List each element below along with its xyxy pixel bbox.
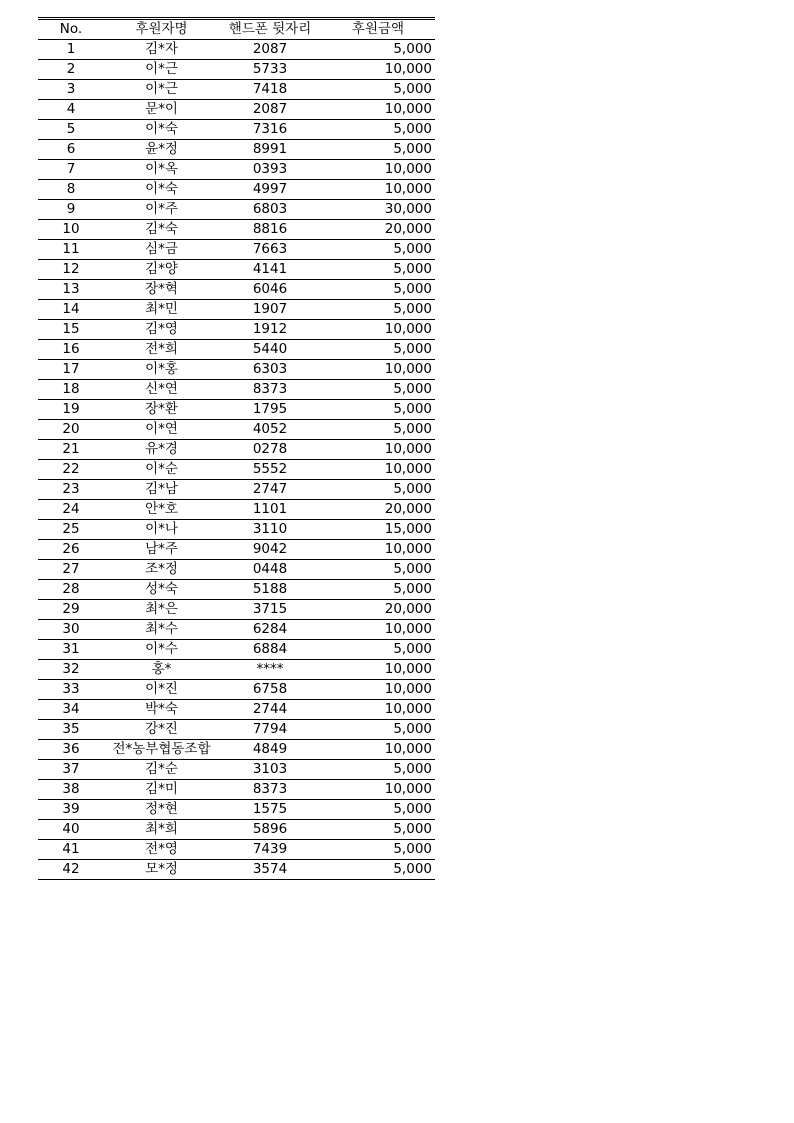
phone-last-digits: 7439	[219, 840, 321, 860]
donor-name: 유*경	[104, 440, 219, 460]
table-row	[38, 140, 435, 160]
row-number: 15	[38, 320, 104, 340]
table-row	[38, 460, 435, 480]
header-no: No.	[38, 19, 104, 40]
phone-last-digits: 1101	[219, 500, 321, 520]
phone-last-digits: 4141	[219, 260, 321, 280]
donation-amount: 10,000	[321, 180, 435, 200]
phone-last-digits: 1575	[219, 800, 321, 820]
row-number: 13	[38, 280, 104, 300]
phone-last-digits: 6284	[219, 620, 321, 640]
phone-last-digits: ****	[219, 660, 321, 680]
table-row	[38, 520, 435, 540]
donation-amount: 5,000	[321, 580, 435, 600]
donor-name: 전*영	[104, 840, 219, 860]
donor-name: 정*현	[104, 800, 219, 820]
donation-amount: 5,000	[321, 120, 435, 140]
table-row	[38, 420, 435, 440]
donor-name: 최*은	[104, 600, 219, 620]
phone-last-digits: 2744	[219, 700, 321, 720]
table-row	[38, 480, 435, 500]
phone-last-digits: 6303	[219, 360, 321, 380]
phone-last-digits: 3103	[219, 760, 321, 780]
row-number: 31	[38, 640, 104, 660]
phone-last-digits: 2087	[219, 100, 321, 120]
donation-amount: 10,000	[321, 360, 435, 380]
donation-amount: 5,000	[321, 300, 435, 320]
donation-amount: 5,000	[321, 860, 435, 880]
donor-name: 모*정	[104, 860, 219, 880]
donation-amount: 5,000	[321, 800, 435, 820]
donor-name: 이*연	[104, 420, 219, 440]
phone-last-digits: 5552	[219, 460, 321, 480]
row-number: 2	[38, 60, 104, 80]
donation-amount: 5,000	[321, 140, 435, 160]
table-row	[38, 440, 435, 460]
row-number: 42	[38, 860, 104, 880]
table-row	[38, 360, 435, 380]
donor-name: 김*숙	[104, 220, 219, 240]
table-row	[38, 60, 435, 80]
donation-amount: 5,000	[321, 820, 435, 840]
phone-last-digits: 3574	[219, 860, 321, 880]
donation-amount: 15,000	[321, 520, 435, 540]
header-phone-last-digits: 핸드폰 뒷자리	[219, 19, 321, 40]
table-row	[38, 80, 435, 100]
table-row	[38, 500, 435, 520]
donation-amount: 5,000	[321, 380, 435, 400]
row-number: 1	[38, 40, 104, 60]
phone-last-digits: 8991	[219, 140, 321, 160]
table-row	[38, 800, 435, 820]
donation-amount: 5,000	[321, 80, 435, 100]
donation-amount: 5,000	[321, 640, 435, 660]
table-row	[38, 180, 435, 200]
phone-last-digits: 6046	[219, 280, 321, 300]
table-row	[38, 240, 435, 260]
donor-name: 강*진	[104, 720, 219, 740]
header-row	[38, 19, 435, 40]
table-row	[38, 160, 435, 180]
donor-name: 전*희	[104, 340, 219, 360]
table-row	[38, 600, 435, 620]
donation-amount: 10,000	[321, 160, 435, 180]
table-row	[38, 260, 435, 280]
phone-last-digits: 0278	[219, 440, 321, 460]
row-number: 35	[38, 720, 104, 740]
donor-name: 장*환	[104, 400, 219, 420]
phone-last-digits: 7316	[219, 120, 321, 140]
phone-last-digits: 3715	[219, 600, 321, 620]
row-number: 30	[38, 620, 104, 640]
donation-amount: 5,000	[321, 400, 435, 420]
row-number: 18	[38, 380, 104, 400]
phone-last-digits: 4849	[219, 740, 321, 760]
row-number: 14	[38, 300, 104, 320]
row-number: 41	[38, 840, 104, 860]
table-row	[38, 660, 435, 680]
row-number: 16	[38, 340, 104, 360]
donation-amount: 20,000	[321, 600, 435, 620]
header-donor-name: 후원자명	[104, 19, 219, 40]
donor-name: 이*주	[104, 200, 219, 220]
donor-name: 이*옥	[104, 160, 219, 180]
phone-last-digits: 7418	[219, 80, 321, 100]
donor-name: 박*숙	[104, 700, 219, 720]
table-row	[38, 280, 435, 300]
table-row	[38, 300, 435, 320]
donor-name: 이*나	[104, 520, 219, 540]
donor-name: 최*민	[104, 300, 219, 320]
donation-amount: 30,000	[321, 200, 435, 220]
table-row	[38, 780, 435, 800]
donor-name: 이*순	[104, 460, 219, 480]
row-number: 27	[38, 560, 104, 580]
table-row	[38, 120, 435, 140]
row-number: 9	[38, 200, 104, 220]
donation-amount: 5,000	[321, 340, 435, 360]
table-row	[38, 540, 435, 560]
row-number: 29	[38, 600, 104, 620]
table-row	[38, 840, 435, 860]
phone-last-digits: 6758	[219, 680, 321, 700]
donor-name: 성*숙	[104, 580, 219, 600]
donor-name: 전*농부협동조합	[104, 740, 219, 760]
donor-name: 이*진	[104, 680, 219, 700]
table-row	[38, 760, 435, 780]
row-number: 22	[38, 460, 104, 480]
table-row	[38, 860, 435, 880]
row-number: 25	[38, 520, 104, 540]
phone-last-digits: 5188	[219, 580, 321, 600]
phone-last-digits: 5733	[219, 60, 321, 80]
table-row	[38, 580, 435, 600]
donation-amount: 5,000	[321, 480, 435, 500]
row-number: 4	[38, 100, 104, 120]
phone-last-digits: 6884	[219, 640, 321, 660]
table-row	[38, 740, 435, 760]
table-row	[38, 820, 435, 840]
row-number: 23	[38, 480, 104, 500]
donor-name: 심*금	[104, 240, 219, 260]
donor-name: 이*홍	[104, 360, 219, 380]
donation-amount: 10,000	[321, 680, 435, 700]
row-number: 24	[38, 500, 104, 520]
donation-amount: 10,000	[321, 700, 435, 720]
table-row	[38, 720, 435, 740]
table-row	[38, 320, 435, 340]
donor-name: 남*주	[104, 540, 219, 560]
table-row	[38, 380, 435, 400]
row-number: 39	[38, 800, 104, 820]
donor-name: 안*호	[104, 500, 219, 520]
donor-name: 이*근	[104, 60, 219, 80]
donation-amount: 10,000	[321, 780, 435, 800]
row-number: 37	[38, 760, 104, 780]
table-row	[38, 620, 435, 640]
donor-name: 문*이	[104, 100, 219, 120]
row-number: 21	[38, 440, 104, 460]
phone-last-digits: 3110	[219, 520, 321, 540]
donor-name: 윤*정	[104, 140, 219, 160]
donor-name: 김*순	[104, 760, 219, 780]
donor-name: 홍*	[104, 660, 219, 680]
donation-amount: 5,000	[321, 240, 435, 260]
donation-amount: 10,000	[321, 460, 435, 480]
donor-name: 신*연	[104, 380, 219, 400]
phone-last-digits: 7663	[219, 240, 321, 260]
donation-amount: 10,000	[321, 540, 435, 560]
donation-amount: 10,000	[321, 320, 435, 340]
row-number: 6	[38, 140, 104, 160]
donation-amount: 5,000	[321, 760, 435, 780]
donation-amount: 5,000	[321, 40, 435, 60]
table-row	[38, 560, 435, 580]
phone-last-digits: 9042	[219, 540, 321, 560]
row-number: 7	[38, 160, 104, 180]
donation-amount: 10,000	[321, 100, 435, 120]
donation-amount: 5,000	[321, 420, 435, 440]
table-row	[38, 40, 435, 60]
phone-last-digits: 2087	[219, 40, 321, 60]
donor-name: 김*영	[104, 320, 219, 340]
donation-amount: 5,000	[321, 560, 435, 580]
donation-amount: 10,000	[321, 740, 435, 760]
row-number: 11	[38, 240, 104, 260]
donor-table	[38, 17, 435, 880]
phone-last-digits: 1795	[219, 400, 321, 420]
row-number: 40	[38, 820, 104, 840]
phone-last-digits: 8373	[219, 780, 321, 800]
donation-amount: 5,000	[321, 840, 435, 860]
row-number: 28	[38, 580, 104, 600]
row-number: 26	[38, 540, 104, 560]
header-donation-amount: 후원금액	[321, 19, 435, 40]
table-body	[38, 40, 435, 880]
phone-last-digits: 5440	[219, 340, 321, 360]
row-number: 38	[38, 780, 104, 800]
table-row	[38, 700, 435, 720]
donor-name: 김*자	[104, 40, 219, 60]
row-number: 20	[38, 420, 104, 440]
donor-name: 이*수	[104, 640, 219, 660]
donation-amount: 5,000	[321, 260, 435, 280]
phone-last-digits: 4997	[219, 180, 321, 200]
donor-name: 이*근	[104, 80, 219, 100]
phone-last-digits: 6803	[219, 200, 321, 220]
row-number: 32	[38, 660, 104, 680]
phone-last-digits: 8373	[219, 380, 321, 400]
row-number: 12	[38, 260, 104, 280]
table-row	[38, 680, 435, 700]
phone-last-digits: 4052	[219, 420, 321, 440]
table-row	[38, 400, 435, 420]
table-row	[38, 220, 435, 240]
row-number: 10	[38, 220, 104, 240]
donor-name: 김*남	[104, 480, 219, 500]
phone-last-digits: 8816	[219, 220, 321, 240]
donor-name: 장*혁	[104, 280, 219, 300]
row-number: 19	[38, 400, 104, 420]
donor-name: 조*정	[104, 560, 219, 580]
row-number: 36	[38, 740, 104, 760]
phone-last-digits: 0393	[219, 160, 321, 180]
table-row	[38, 640, 435, 660]
donation-amount: 5,000	[321, 280, 435, 300]
row-number: 5	[38, 120, 104, 140]
donor-name: 이*숙	[104, 120, 219, 140]
table-header	[38, 19, 435, 40]
donor-name: 김*미	[104, 780, 219, 800]
phone-last-digits: 1907	[219, 300, 321, 320]
donor-name: 최*수	[104, 620, 219, 640]
table-row	[38, 200, 435, 220]
donation-amount: 20,000	[321, 220, 435, 240]
donation-amount: 10,000	[321, 60, 435, 80]
donation-amount: 10,000	[321, 660, 435, 680]
row-number: 34	[38, 700, 104, 720]
donation-amount: 20,000	[321, 500, 435, 520]
donor-name: 김*양	[104, 260, 219, 280]
donation-amount: 5,000	[321, 720, 435, 740]
table-row	[38, 100, 435, 120]
donor-name: 이*숙	[104, 180, 219, 200]
donor-name: 최*희	[104, 820, 219, 840]
phone-last-digits: 1912	[219, 320, 321, 340]
donation-amount: 10,000	[321, 620, 435, 640]
row-number: 17	[38, 360, 104, 380]
phone-last-digits: 5896	[219, 820, 321, 840]
phone-last-digits: 2747	[219, 480, 321, 500]
donation-amount: 10,000	[321, 440, 435, 460]
row-number: 8	[38, 180, 104, 200]
row-number: 3	[38, 80, 104, 100]
table-row	[38, 340, 435, 360]
phone-last-digits: 7794	[219, 720, 321, 740]
phone-last-digits: 0448	[219, 560, 321, 580]
row-number: 33	[38, 680, 104, 700]
